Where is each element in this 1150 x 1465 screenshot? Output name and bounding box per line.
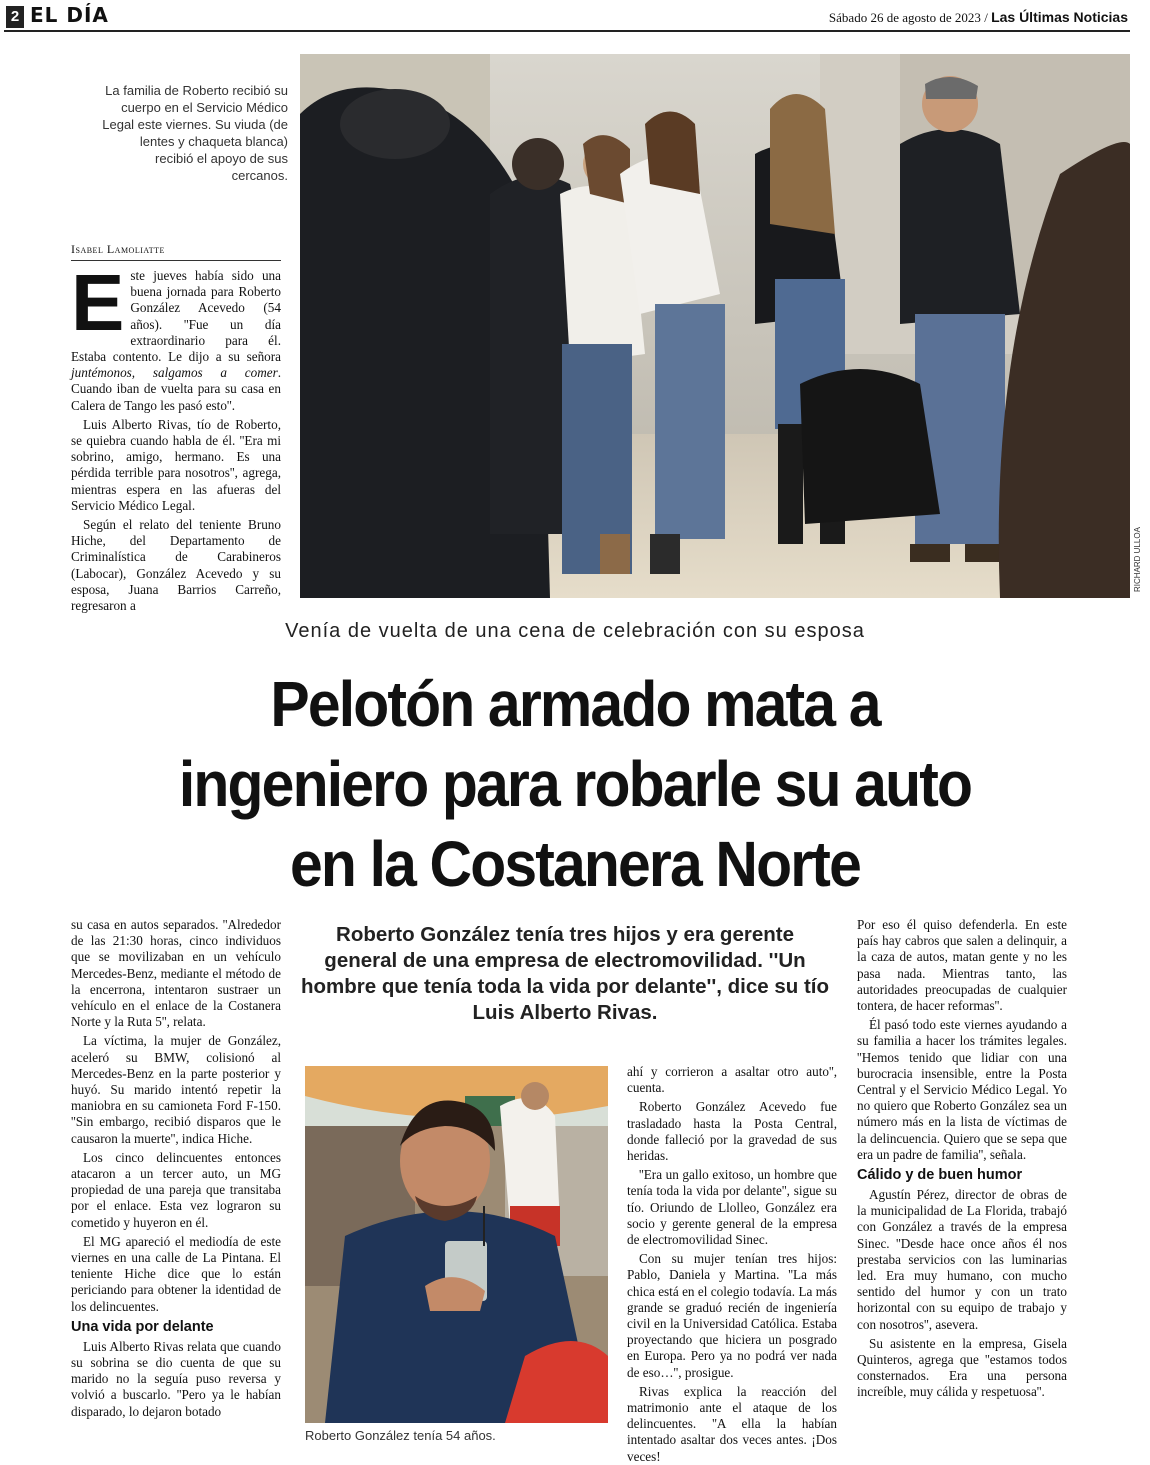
kicker: Venía de vuelta de una cena de celebración con su esposa — [285, 620, 865, 642]
portrait-photo — [305, 1066, 608, 1423]
paragraph: Agustín Pérez, director de obras de la municipalidad de La Florida, trabajó con González a través de la empresa Sinec. ''Desde hace once años él nos prestaba servicios con las luminarias led. Era muy humano, con mucho sentido del humor y con un trato horizontal con su equipo de trabajo y con nosotros'', asevera. — [857, 1187, 1067, 1332]
headline — [83, 664, 1067, 904]
deck: Roberto González tenía tres hijos y era gerente general de una empresa de electromovilidad. ''Un hombre que tenía toda la vida por delante'', dice su tío Luis Alberto Rivas. — [300, 923, 830, 1024]
headline-line: ingeniero para robarle su auto — [178, 748, 972, 820]
portrait-caption: Roberto González tenía 54 años. — [305, 1428, 496, 1443]
paragraph: La víctima, la mujer de González, aceleró su BMW, colisionó al Mercedes-Benz en la parte posterior y huyó. Su marido intentó repetir la maniobra en su camioneta Ford F-150. ''Sin embargo, recibió disparos que le causaron la muerte'', indica Hiche. — [71, 1033, 281, 1146]
paragraph: Según el relato del teniente Bruno Hiche, del Departamento de Criminalística de Carabineros (Labocar), González Acevedo y su esposa, Juana Barrios Carreño, regresaron a — [71, 517, 281, 614]
article-column-1-top — [71, 258, 281, 614]
paragraph: Luis Alberto Rivas relata que cuando su sobrina se dio cuenta de que su marido no la seguía puso reversa y volvió a buscarlo. ''Pero ya le habían disparado, lo dejaron botado — [71, 1338, 281, 1419]
paragraph: ''Era un gallo exitoso, un hombre que tenía toda la vida por delante'', sigue su tío. Oriundo de Llolleo, González era socio y gerente general de la empresa de electromovilidad Sinec. — [627, 1167, 837, 1248]
page-number: 2 — [6, 6, 24, 28]
italic-quote: juntémonos, salgamos a comer — [71, 365, 278, 381]
subheading: Una vida por delante — [71, 1318, 214, 1335]
date-separator: / — [984, 10, 988, 25]
paragraph: Roberto González Acevedo fue trasladado hasta la Posta Central, donde falleció por la gravedad de sus heridas. — [627, 1099, 837, 1164]
paragraph: Los cinco delincuentes entonces atacaron a un tercer auto, un MG propiedad de una pareja que transitaba por el enlace. Esta vez lograron su cometido y huyeron en él. — [71, 1149, 281, 1230]
paragraph: ahí y corrieron a asaltar otro auto'', cuenta. — [627, 1064, 837, 1096]
paper-name: Las Últimas Noticias — [991, 9, 1128, 25]
byline: Isabel Lamoliatte — [71, 242, 281, 261]
family-photo — [300, 54, 1130, 598]
article-column-1 — [71, 917, 281, 1442]
section-title: EL DÍA — [30, 3, 109, 27]
paragraph: su casa en autos separados. ''Alrededor de las 21:30 horas, cinco individuos que se movilizaban en un vehículo Mercedes-Benz, mediante el método de la encerrona, intentaron sustraer un vehículo en el enlace de la Costanera Norte y la Ruta 5'', relata. — [71, 917, 281, 1030]
family-photo-illustration — [300, 54, 1130, 598]
header-rule — [4, 30, 1130, 32]
paragraph: Rivas explica la reacción del matrimonio ante el ataque de los delincuentes. ''A ella la habían intentado asaltar dos veces antes. ¡Dos veces! — [627, 1383, 837, 1464]
paragraph: Por eso él quiso defenderla. En este país hay cabros que salen a delinquir, a la caza de autos, matan gente y no les pasa nada. Mientras tanto, las autoridades preocupadas de cualquier tontera, de hacer reformas''. — [857, 917, 1067, 1014]
paragraph: Él pasó todo este viernes ayudando a su familia a hacer los trámites legales. ''Hemos tenido que lidiar con una burocracia insensible, entre la Posta Central y el Servicio Médico Legal. Yo no quiero que Roberto González sea un número más en la lista de víctimas de la delincuencia. Quiero que se sepa que era un padre de familia'', señala. — [857, 1017, 1067, 1162]
headline-line: en la Costanera Norte — [290, 828, 860, 900]
headline-line: Pelotón armado mata a — [270, 668, 880, 740]
subheading: Cálido y de buen humor — [857, 1167, 1023, 1184]
photo-credit: RICHARD ULLOA — [1133, 527, 1142, 592]
article-column-4 — [857, 917, 1067, 1442]
paragraph: Con su mujer tenían tres hijos: Pablo, Daniela y Martina. ''La más chica está en el colegio todavía. La más grande se graduó recién de ingeniería civil en la Universidad Católica. Estaba proyectando que hiciera un posgrado en Europa. Pero ya no podrá ver nada de eso…'', prosigue. — [627, 1251, 837, 1380]
drop-cap: E — [71, 258, 125, 347]
article-column-3 — [627, 1064, 837, 1464]
issue-date: Sábado 26 de agosto de 2023 — [828, 10, 981, 25]
date-line — [829, 9, 1128, 26]
portrait-illustration — [305, 1066, 608, 1423]
paragraph: ste jueves había sido una buena jornada para Roberto González Acevedo (54 años). ''Fue un día extraordinario para él. Estaba contento. Le dijo a su señora juntémonos, salgamos a comer. Cuando iban de vuelta para su casa en Calera de Tango les pasó esto''. — [71, 268, 281, 413]
photo-caption: La familia de Roberto recibió su cuerpo en el Servicio Médico Legal este viernes. Su viuda (de lentes y chaqueta blanca) recibió el apoyo de sus cercanos. — [102, 83, 288, 183]
paragraph: El MG apareció el mediodía de este viernes en una calle de La Pintana. El teniente Hiche dice que lo están periciando para obtener la identidad de los delincuentes. — [71, 1233, 281, 1314]
paragraph: Su asistente en la empresa, Gisela Quinteros, agrega que ''estamos todos consternados. Era una persona increíble, muy cálida y respetuosa''. — [857, 1335, 1067, 1400]
paragraph: Luis Alberto Rivas, tío de Roberto, se quiebra cuando habla de él. ''Era mi sobrino, amigo, hermano. Es una pérdida terrible para nosotros'', agrega, mientras espera en las afueras del Servicio Médico Legal. — [71, 416, 281, 513]
